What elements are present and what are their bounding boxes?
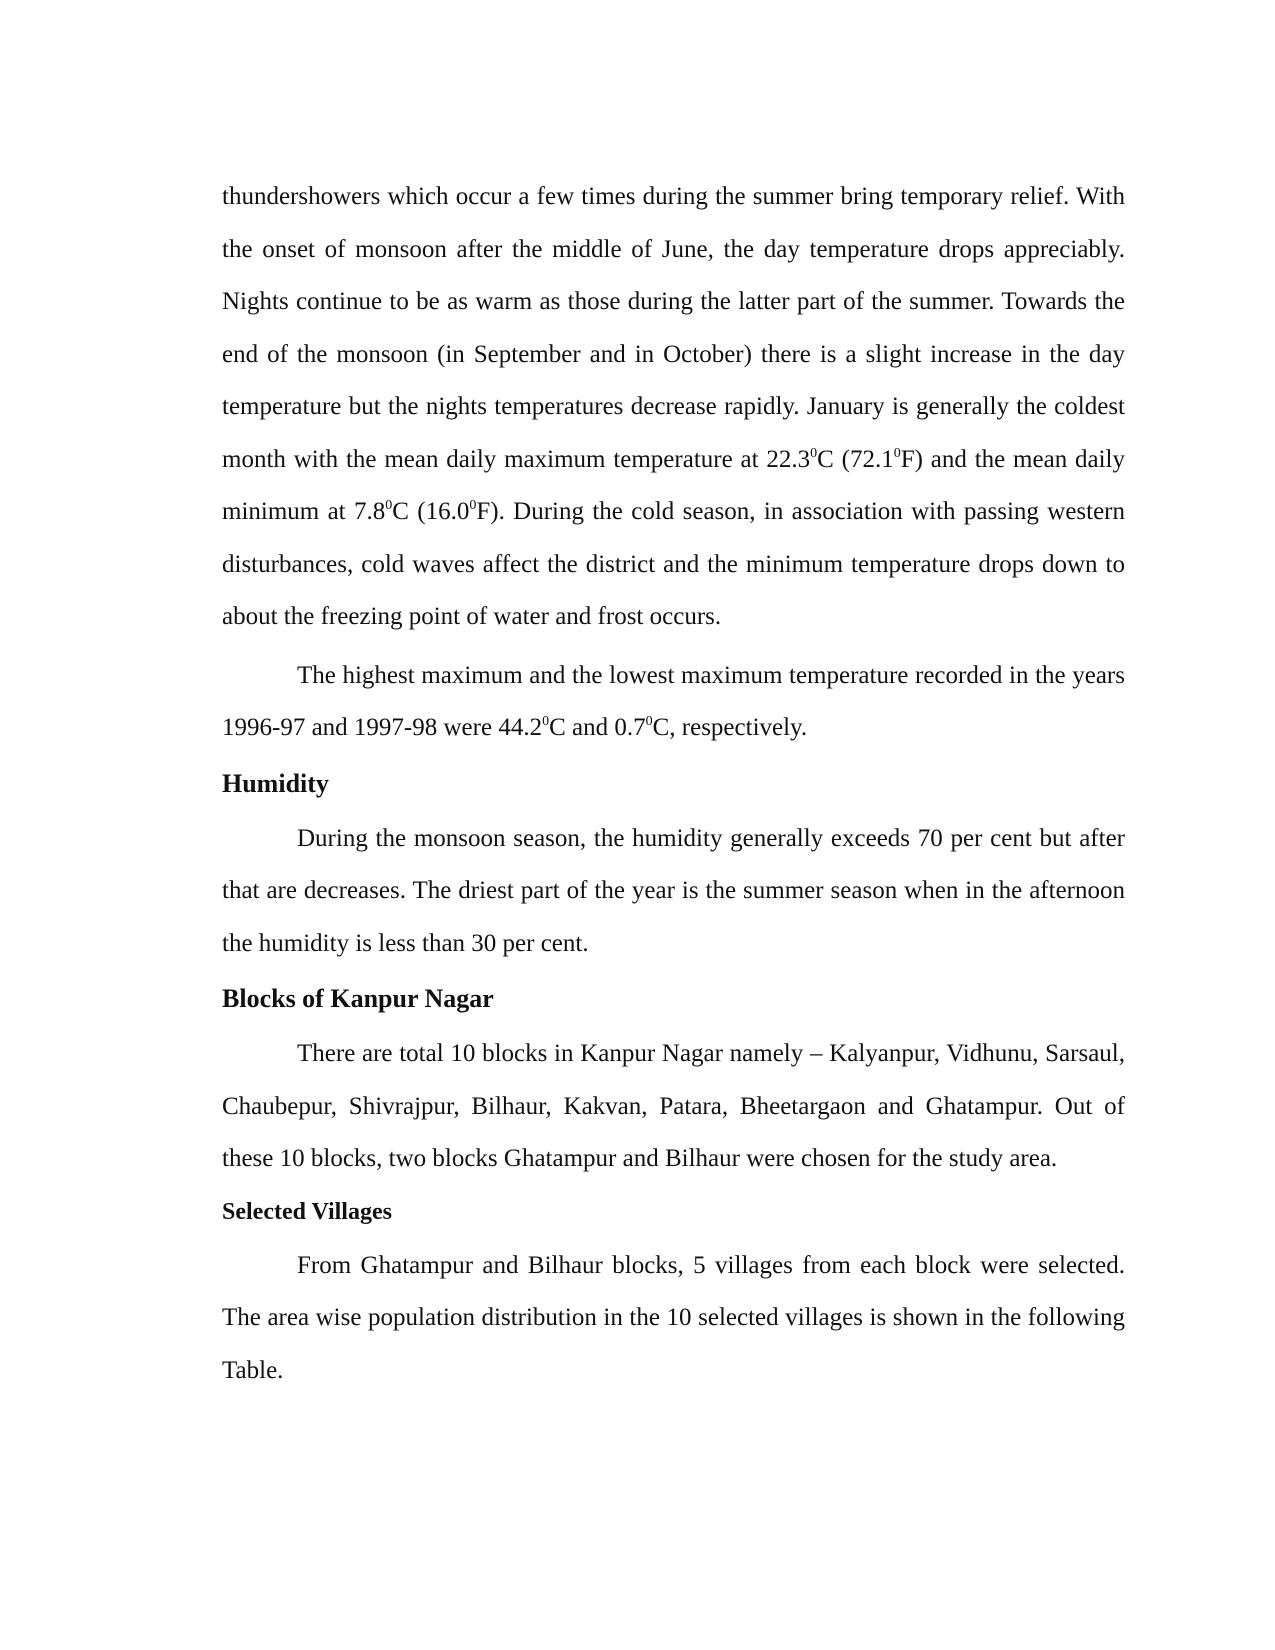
- temperature-text-1: The highest maximum and the lowest maximum temperature recorded in the years 1996-97 and 1997-98 were 44.2: [222, 661, 1125, 741]
- villages-paragraph: From Ghatampur and Bilhaur blocks, 5 villages from each block were selected. The area wise population distribution in the 10 selected villages is shown in the following Table.: [222, 1251, 1125, 1384]
- temperature-text-2: C and 0.7: [549, 714, 646, 741]
- degree-sup-3: 0: [385, 498, 393, 513]
- degree-sup-5: 0: [542, 714, 550, 729]
- climate-text-4: C (16.0: [392, 498, 470, 525]
- temperature-text-3: C, respectively.: [652, 714, 808, 741]
- climate-text-2: C (72.1: [817, 445, 894, 473]
- temperature-paragraph: [222, 650, 1125, 755]
- climate-text-3: F) and the mean daily minimum at 7.8: [222, 445, 1126, 525]
- humidity-heading: Humidity: [222, 768, 329, 798]
- degree-sup-1: 0: [810, 445, 818, 461]
- humidity-paragraph: During the monsoon season, the humidity generally exceeds 70 per cent but after that are decreases. The driest part of the year is the summer season when in the afternoon the humidity is less than 30 per cent.: [222, 824, 1125, 957]
- climate-text-5: F). During the cold season, in association with passing western disturbances, cold waves affect the district and the minimum temperature drops down to about the freezing point of water and frost occurs.: [222, 498, 1126, 630]
- villages-heading: Selected Villages: [222, 1198, 392, 1225]
- degree-sup-4: 0: [469, 498, 477, 513]
- climate-paragraph: [222, 171, 1125, 644]
- blocks-heading: Blocks of Kanpur Nagar: [222, 984, 494, 1013]
- climate-text-1: thundershowers which occur a few times during the summer bring temporary relief. With the onset of monsoon after the middle of June, the day temperature drops appreciably. Nights continue to be as warm as those during the latter part of the summer. Towards the end of the monsoon (in September and in October) there is a slight increase in the day temperature but the nights temperatures decrease rapidly. January is generally the coldest month with the mean daily maximum temperature at 22.3: [222, 183, 1125, 473]
- degree-sup-6: 0: [645, 714, 653, 729]
- degree-sup-2: 0: [893, 445, 901, 461]
- page-content: [222, 171, 1125, 1397]
- blocks-paragraph: There are total 10 blocks in Kanpur Nagar namely – Kalyanpur, Vidhunu, Sarsaul, Chaubepur, Shivrajpur, Bilhaur, Kakvan, Patara, Bheetargaon and Ghatampur. Out of these 10 blocks, two blocks Ghatampur and Bilhaur were chosen for the study area.: [222, 1040, 1125, 1172]
